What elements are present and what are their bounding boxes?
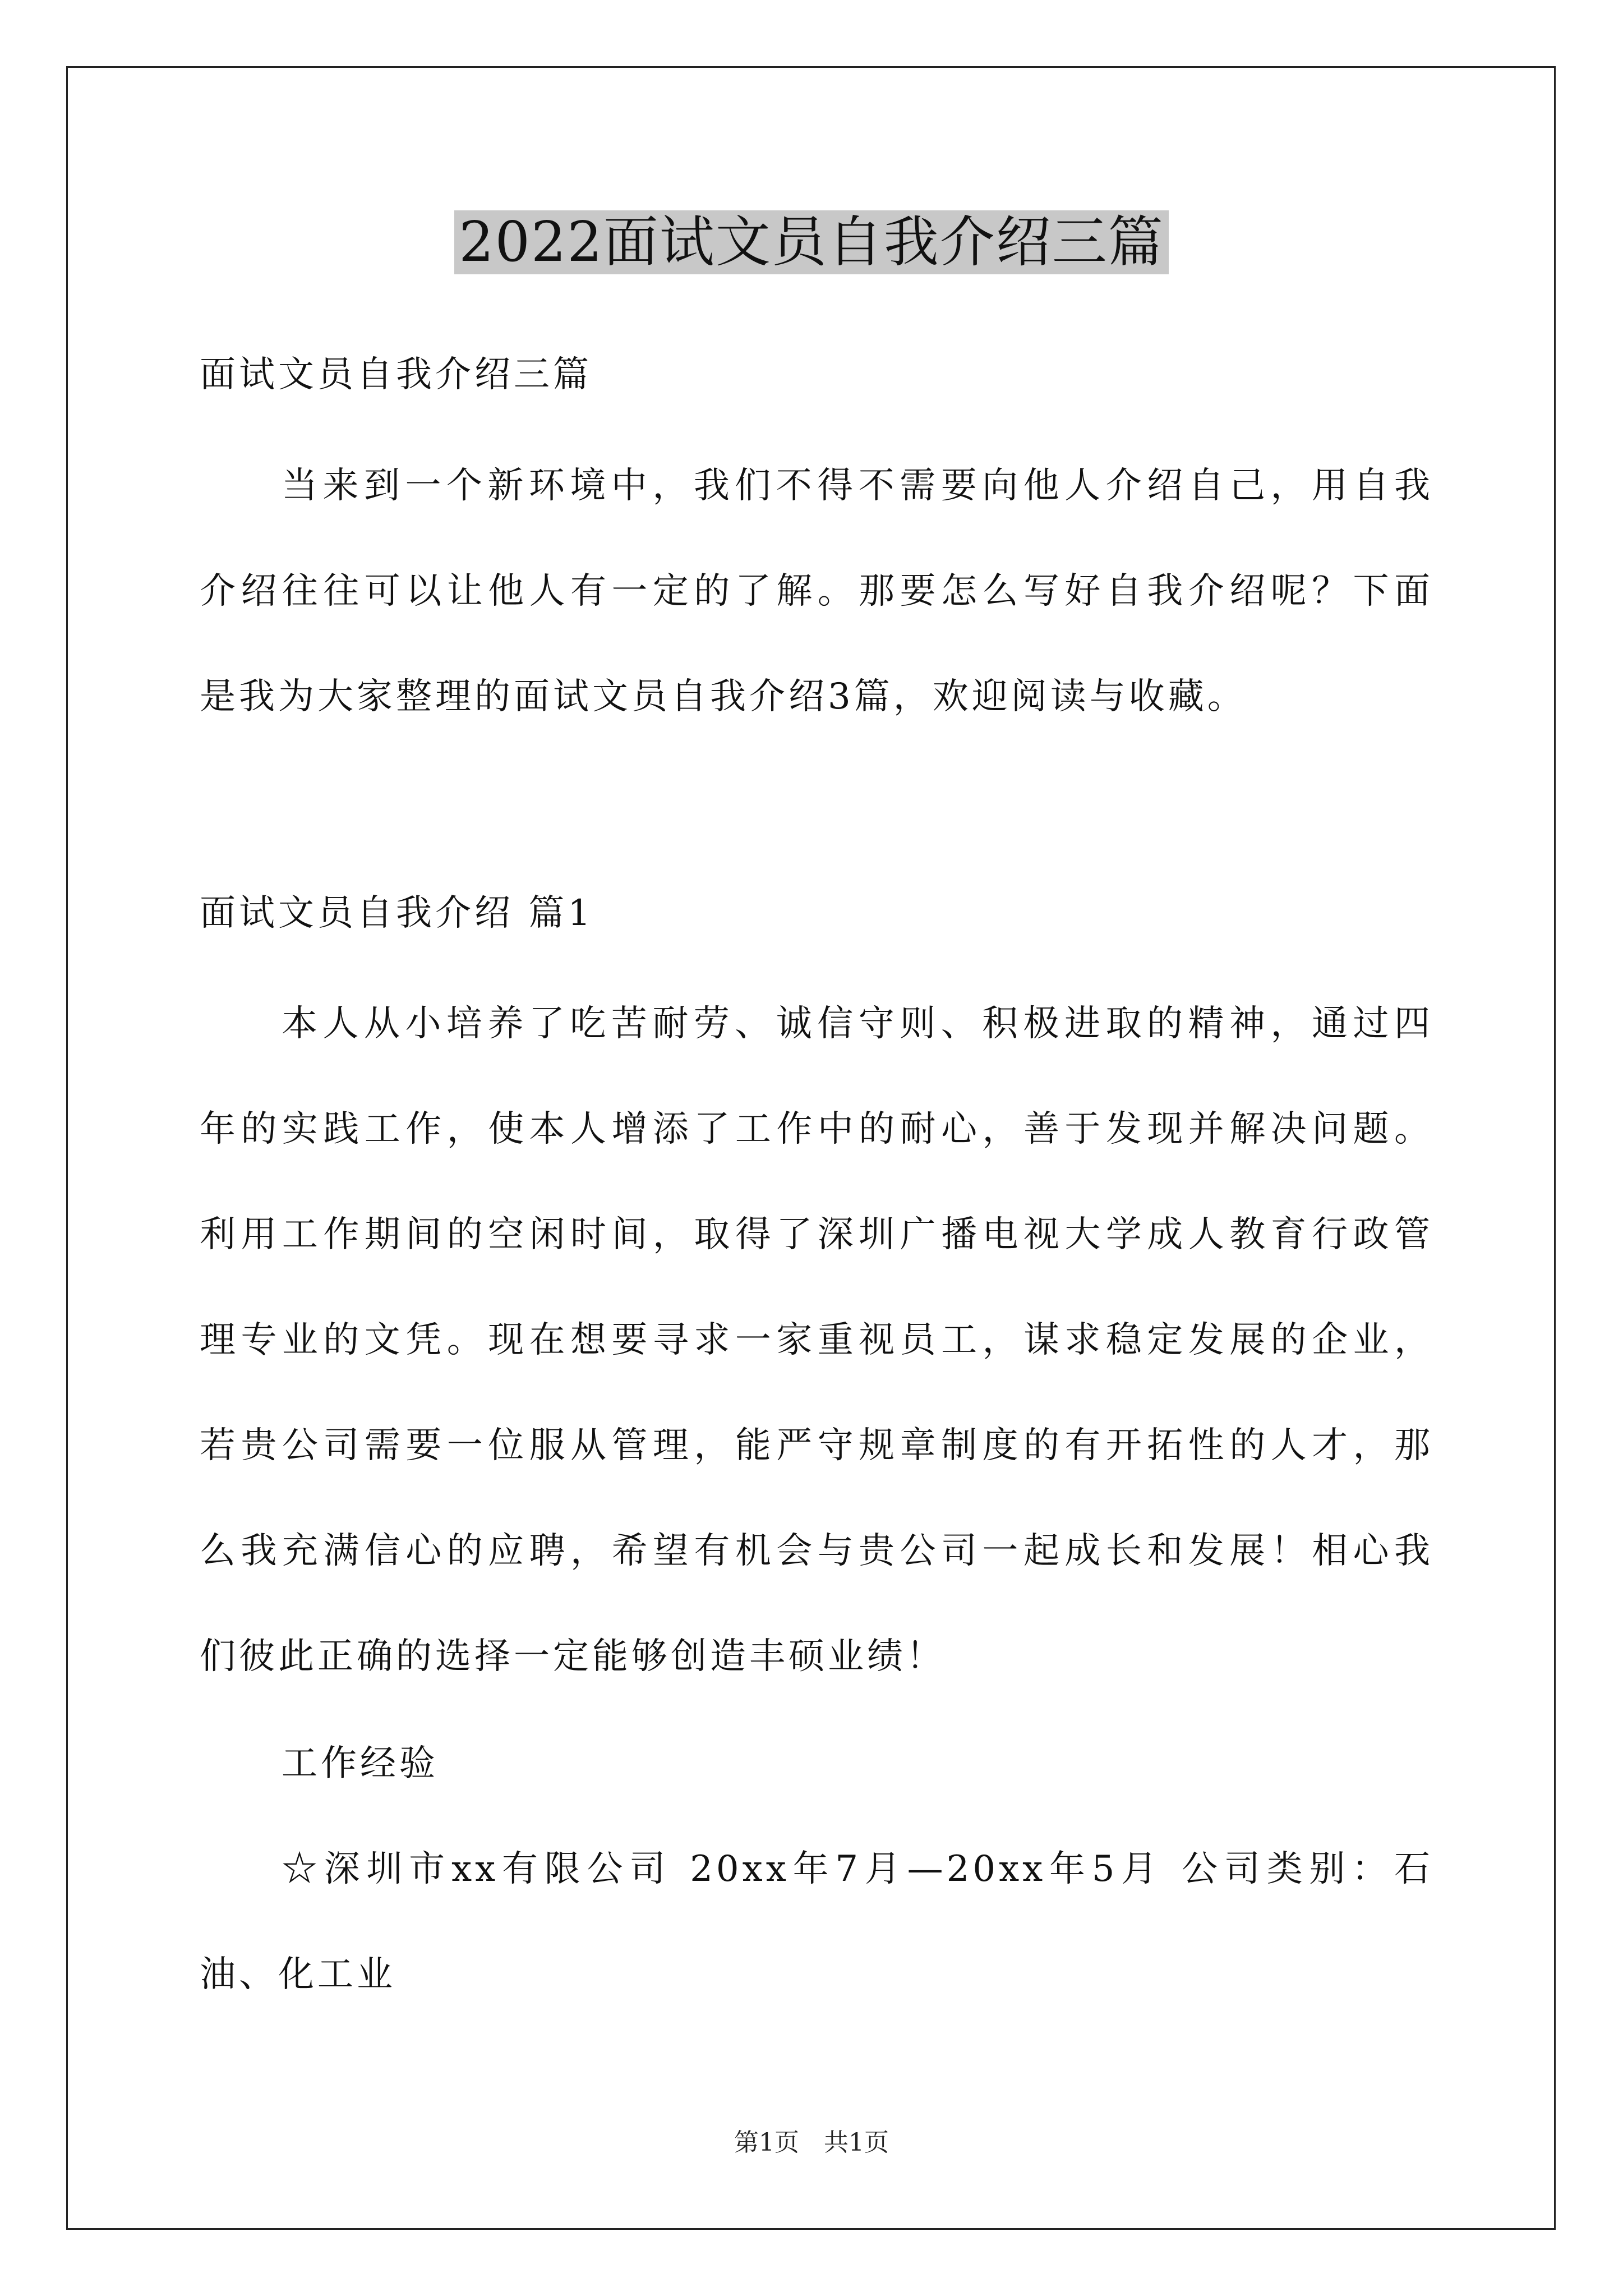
intro-line-2: 介绍往往可以让他人有一定的了解。那要怎么写好自我介绍呢？下面 <box>200 570 1433 612</box>
document-title: 2022面试文员自我介绍三篇 <box>0 203 1623 282</box>
section1-line-6: 么我充满信心的应聘，希望有机会与贵公司一起成长和发展！相心我 <box>200 1530 1433 1572</box>
work-experience-heading: 工作经验 <box>282 1743 439 1784</box>
section1-line-1: 本人从小培养了吃苦耐劳、诚信守则、积极进取的精神，通过四 <box>282 1003 1433 1045</box>
section1-line-3: 利用工作期间的空闲时间，取得了深圳广播电视大学成人教育行政管 <box>200 1214 1433 1255</box>
work-entry-line-2: 油、化工业 <box>200 1954 396 1995</box>
intro-line-1: 当来到一个新环境中，我们不得不需要向他人介绍自己，用自我 <box>282 465 1433 507</box>
section1-line-7: 们彼此正确的选择一定能够创造丰硕业绩！ <box>200 1636 946 1677</box>
section1-line-2: 年的实践工作，使本人增添了工作中的耐心，善于发现并解决问题。 <box>200 1108 1433 1150</box>
intro-line-3: 是我为大家整理的面试文员自我介绍3篇，欢迎阅读与收藏。 <box>200 676 1247 717</box>
section1-heading: 面试文员自我介绍 篇1 <box>200 892 594 934</box>
page-footer: 第1页 共1页 <box>734 2128 889 2157</box>
section1-line-4: 理专业的文凭。现在想要寻求一家重视员工，谋求稳定发展的企业， <box>200 1319 1433 1361</box>
section1-line-5: 若贵公司需要一位服从管理，能严守规章制度的有开拓性的人才，那 <box>200 1425 1433 1466</box>
subtitle: 面试文员自我介绍三篇 <box>200 354 592 395</box>
work-entry-line-1: ☆深圳市xx有限公司 20xx年7月—20xx年5月 公司类别：石 <box>282 1848 1433 1890</box>
